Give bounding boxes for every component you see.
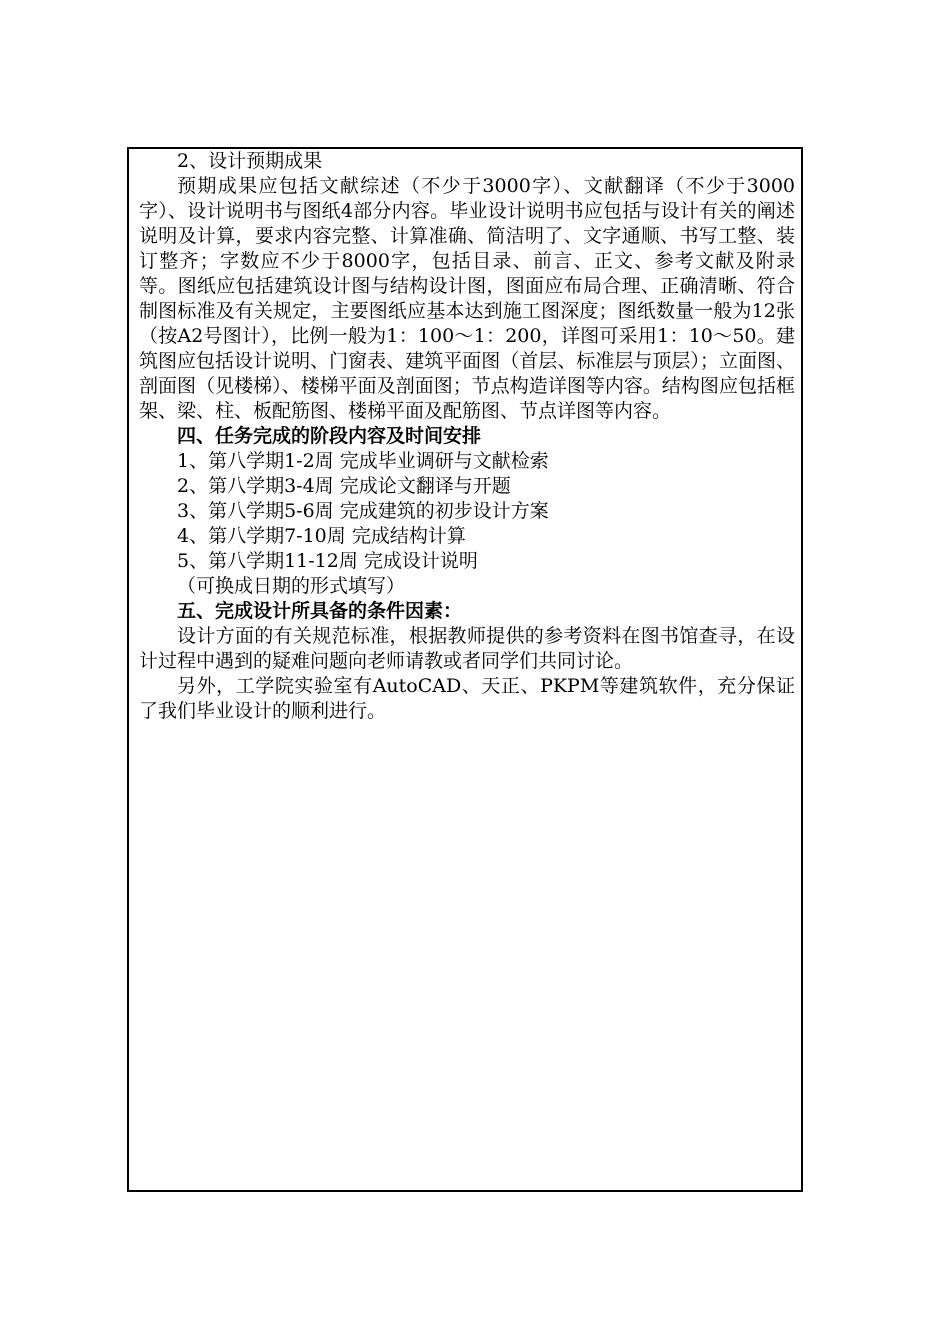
schedule-item: 3、第八学期5-6周 完成建筑的初步设计方案 <box>177 500 549 522</box>
form-table-cell <box>127 147 803 1192</box>
section5-paragraph-2: 另外，工学院实验室有AutoCAD、天正、PKPM等建筑软件，充分保证了我们毕业设计的顺利进行。 <box>139 675 795 722</box>
schedule-note: （可换成日期的形式填写） <box>177 575 406 597</box>
schedule-item: 2、第八学期3-4周 完成论文翻译与开题 <box>177 475 511 497</box>
schedule-item: 1、第八学期1-2周 完成毕业调研与文献检索 <box>177 450 549 472</box>
schedule-item: 5、第八学期11-12周 完成设计说明 <box>177 550 478 572</box>
document-body <box>139 149 795 724</box>
section5-heading: 五、完成设计所具备的条件因素： <box>177 600 463 622</box>
section2-title: 2、设计预期成果 <box>177 150 323 172</box>
section4-heading: 四、任务完成的阶段内容及时间安排 <box>177 425 482 447</box>
section2-body: 预期成果应包括文献综述（不少于3000字）、文献翻译（不少于3000字）、设计说明书与图纸4部分内容。毕业设计说明书应包括与设计有关的阐述说明及计算，要求内容完整、计算准确、简洁明了、文字通顺、书写工整、装订整齐；字数应不少于8000字，包括目录、前言、正文、参考文献及附录等。图纸应包括建筑设计图与结构设计图，图面应布局合理、正确清晰、符合制图标准及有关规定，主要图纸应基本达到施工图深度；图纸数量一般为12张（按A2号图计），比例一般为1：100～1：200，详图可采用1：10～50。建筑图应包括设计说明、门窗表、建筑平面图（首层、标准层与顶层）；立面图、剖面图（见楼梯）、楼梯平面及剖面图；节点构造详图等内容。结构图应包括框架、梁、柱、板配筋图、楼梯平面及配筋图、节点详图等内容。 <box>139 175 795 422</box>
schedule-item: 4、第八学期7-10周 完成结构计算 <box>177 525 466 547</box>
section5-paragraph-1: 设计方面的有关规范标准，根据教师提供的参考资料在图书馆查寻，在设计过程中遇到的疑难问题向老师请教或者同学们共同讨论。 <box>139 625 795 672</box>
